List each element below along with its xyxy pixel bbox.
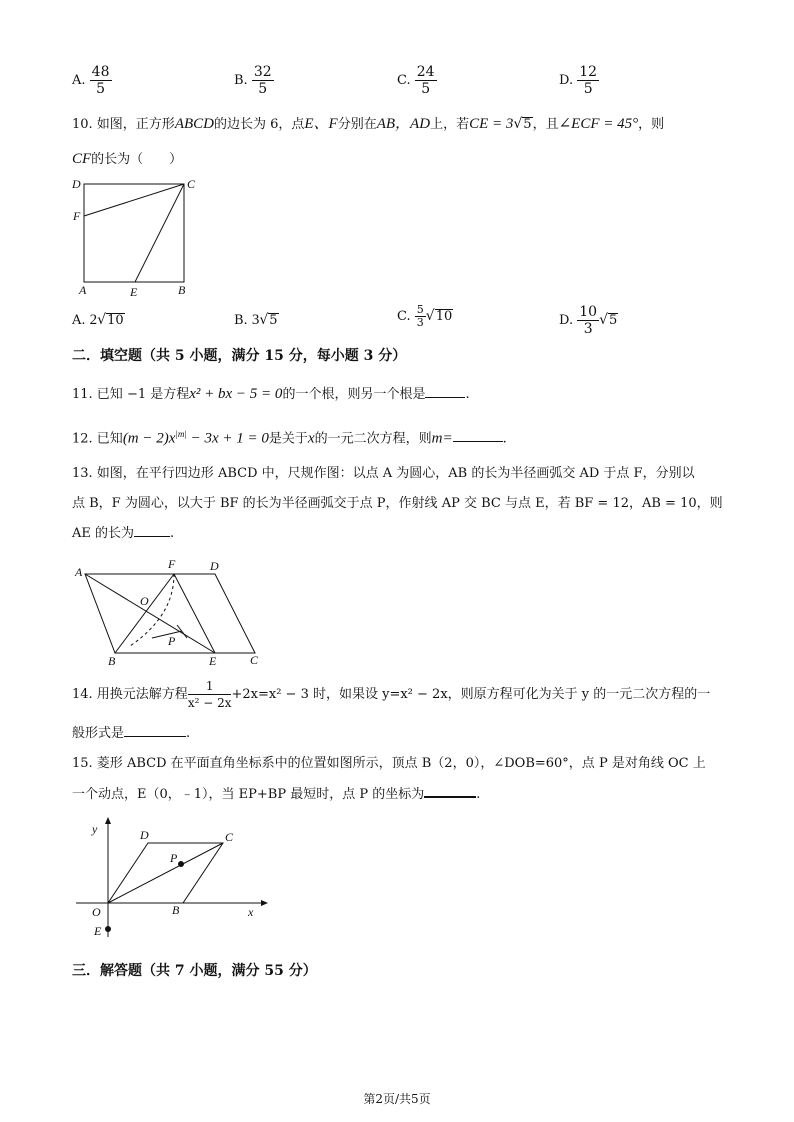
label-x: x	[248, 905, 254, 919]
q10-stem	[72, 115, 664, 134]
answer-blank	[453, 441, 503, 442]
q9-option-a	[72, 64, 112, 97]
label-a: A	[79, 283, 87, 297]
q9-option-b	[234, 64, 274, 97]
q13-parallelogram-figure	[70, 556, 270, 671]
q11	[72, 385, 470, 404]
fraction	[415, 304, 426, 329]
option-label: A.	[72, 73, 86, 88]
q13-line-2: 点 B，F 为圆心，以大于 BF 的长为半径画弧交于点 P，作射线 AP 交 BC 与点 E，若 BF = 12，AB = 10，则	[72, 496, 723, 511]
diagonal-oc	[108, 843, 223, 903]
numerator: 48	[91, 64, 110, 80]
segment-ce	[135, 184, 184, 282]
point-p	[178, 861, 184, 867]
option-label: B.	[234, 313, 248, 328]
q10-text: 分别在	[337, 117, 377, 132]
coefficient: 3	[251, 312, 260, 328]
q12-text: 是关于	[268, 431, 308, 447]
q10-text: 的长为（ ）	[91, 152, 183, 167]
label-c: C	[225, 830, 234, 844]
label-b: B	[178, 283, 186, 297]
option-label: A.	[72, 313, 86, 328]
numerator: 12	[579, 64, 598, 80]
numerator: 5	[416, 303, 424, 316]
label-d: D	[72, 177, 81, 191]
radicand: 10	[107, 313, 124, 328]
fraction	[252, 64, 274, 97]
q10-option-a	[72, 312, 125, 329]
math-var: CF	[72, 151, 92, 167]
segment-fe	[174, 574, 215, 653]
fraction	[577, 304, 599, 337]
label-f: F	[73, 209, 81, 223]
sqrt-sign: √	[425, 308, 435, 324]
coefficient: 2	[89, 312, 98, 328]
q14-text: 般形式是	[72, 726, 125, 741]
y-axis-arrow	[105, 817, 111, 824]
fraction	[90, 64, 112, 97]
q13-text: AE 的长为	[72, 526, 135, 541]
q14-text: .	[186, 726, 191, 741]
answer-blank	[134, 536, 170, 537]
label-f: F	[168, 557, 176, 571]
q10-option-b	[234, 312, 279, 329]
denominator: 3	[583, 321, 593, 337]
label-e: E	[209, 654, 217, 668]
radicand: 5	[269, 313, 278, 328]
q10-text: 的边长为 6，点	[213, 117, 305, 132]
math-expr: (m − 2)x	[122, 430, 176, 447]
sqrt-sign: √	[259, 312, 269, 328]
section-3-title: 三．解答题（共 7 小题，满分 55 分）	[72, 963, 317, 979]
q15-coordinate-figure	[70, 815, 270, 945]
option-label: D.	[559, 313, 574, 328]
math-var: ABCD	[174, 116, 214, 132]
math-var: AB，AD	[376, 116, 431, 132]
math-expr: ∠ECF = 45°	[558, 116, 639, 132]
option-label: D.	[559, 73, 574, 88]
radicand: 10	[435, 309, 453, 324]
q10-text: 10. 如图，正方形	[72, 117, 175, 132]
math-expr: x² + bx − 5 = 0	[189, 386, 283, 402]
label-c: C	[187, 177, 196, 191]
point-e	[105, 926, 111, 932]
q10-stem-line2	[72, 150, 182, 169]
q14-text: 14. 用换元法解方程	[72, 687, 188, 702]
denominator: 5	[96, 81, 106, 97]
q13-line-1: 13. 如图，在平行四边形 ABCD 中，尺规作图：以点 A 为圆心，AB 的长为半径画弧交 AD 于点 F，分别以	[72, 466, 695, 481]
label-b: B	[172, 903, 180, 917]
q15-text: .	[476, 787, 481, 802]
segment-cf	[84, 184, 184, 216]
option-label: B.	[234, 73, 248, 88]
label-a: A	[75, 565, 83, 579]
denominator: 3	[416, 316, 424, 329]
q12-text: .	[502, 431, 507, 447]
q14-line-2	[72, 725, 190, 743]
math-expr: CE = 3	[469, 116, 514, 132]
answer-blank	[425, 397, 465, 398]
page-footer: 第2页/共5页	[363, 1092, 431, 1106]
numerator: 24	[416, 64, 435, 80]
fraction	[415, 64, 437, 97]
q15-line-2	[72, 786, 480, 804]
label-d: D	[140, 828, 149, 842]
label-c: C	[250, 653, 259, 667]
numerator: 32	[253, 64, 272, 80]
numerator: 10	[579, 304, 598, 320]
label-p: P	[170, 851, 178, 865]
segment-bf	[115, 574, 174, 653]
section-2-title: 二．填空题（共 5 小题，满分 15 分，每小题 3 分）	[72, 348, 407, 364]
q12-text: 的一元二次方程，则	[314, 431, 432, 447]
math-var: x	[307, 430, 315, 447]
label-e: E	[94, 924, 102, 938]
option-label: C.	[397, 73, 411, 88]
q12-text: 12. 已知	[72, 431, 123, 447]
q14-line-1	[72, 678, 710, 712]
q10-text: ，且	[532, 117, 559, 132]
exponent: |m|	[175, 429, 187, 439]
denominator: 5	[421, 81, 431, 97]
radicand: 5	[608, 313, 618, 328]
denominator: x² − 2x	[187, 696, 232, 710]
q10-option-c	[397, 304, 453, 329]
square-abcd	[84, 184, 184, 282]
math-var: E、F	[304, 116, 338, 132]
label-e: E	[130, 285, 138, 299]
math-expr: − 3x + 1 = 0	[186, 430, 269, 447]
q11-text: .	[465, 387, 470, 402]
math-var: m=	[431, 430, 453, 447]
label-o: O	[140, 594, 149, 608]
q14-text: +2x=x² − 3 时，如果设 y=x² − 2x，则原方程可化为关于 y 的一元二次方程的一	[231, 687, 711, 702]
answer-blank	[124, 736, 186, 737]
arc-mark-p1	[152, 631, 182, 638]
fraction	[577, 64, 599, 97]
label-o: O	[92, 905, 101, 919]
fraction	[188, 678, 232, 711]
q10-text: 上，若	[430, 117, 470, 132]
radicand: 5	[523, 117, 532, 132]
label-b: B	[108, 654, 116, 668]
q10-text: ，则	[638, 117, 665, 132]
label-d: D	[210, 559, 219, 573]
q10-square-figure	[68, 172, 208, 302]
q11-text: 的一个根，则另一个根是	[282, 387, 426, 402]
q9-option-d	[559, 64, 599, 97]
sqrt-sign: √	[599, 312, 608, 328]
denominator: 5	[583, 81, 593, 97]
x-axis-arrow	[261, 900, 268, 906]
answer-blank	[424, 796, 476, 798]
q10-option-d	[559, 304, 618, 337]
label-y: y	[92, 822, 98, 836]
q13-text: .	[170, 526, 175, 541]
denominator: 5	[258, 81, 268, 97]
sqrt-sign: √	[97, 312, 107, 328]
label-p: P	[168, 634, 176, 648]
q11-text: 11. 已知 −1 是方程	[72, 387, 190, 402]
sqrt-sign: √	[513, 116, 523, 132]
numerator: 1	[188, 678, 232, 695]
option-label: C.	[397, 309, 411, 324]
ray-ae	[85, 574, 215, 653]
q13-line-3	[72, 525, 174, 543]
q15-line-1: 15. 菱形 ABCD 在平面直角坐标系中的位置如图所示，顶点 B（2，0），∠DOB=60°，点 P 是对角线 OC 上	[72, 756, 706, 771]
q9-option-c	[397, 64, 437, 97]
q12	[72, 425, 507, 448]
q15-text: 一个动点，E（0，﹣1），当 EP+BP 最短时，点 P 的坐标为	[72, 787, 425, 802]
